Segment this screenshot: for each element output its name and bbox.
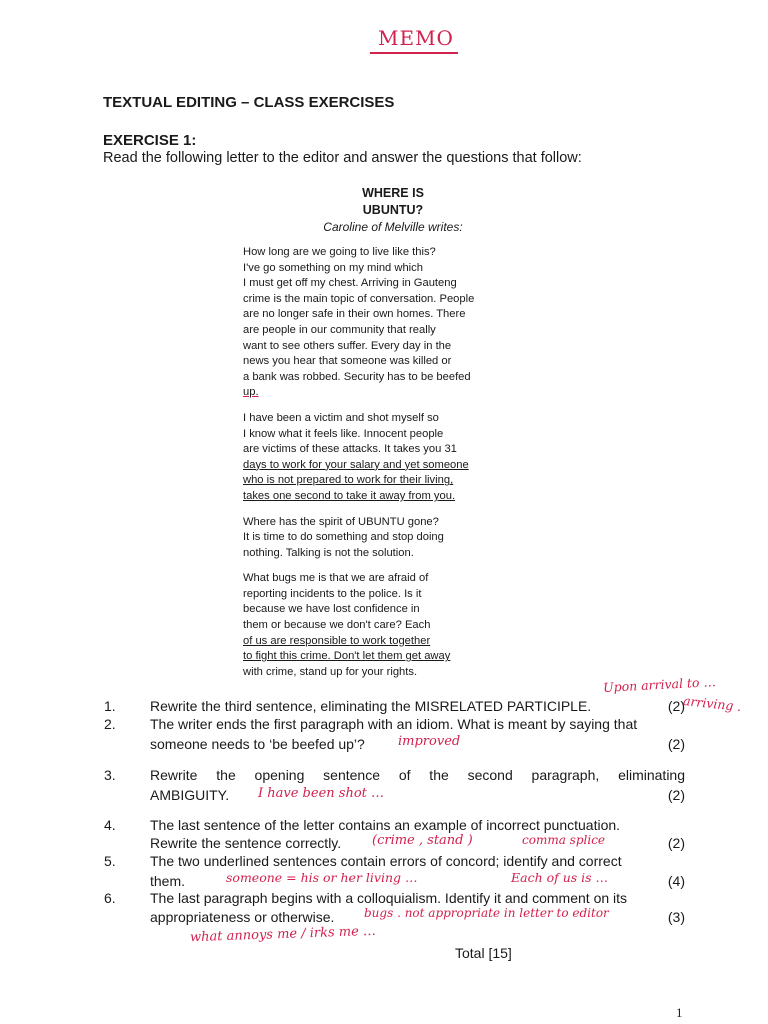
- exercise-label: EXERCISE 1:: [103, 132, 197, 149]
- question-text: The writer ends the first paragraph with an idiom. What is meant by saying that: [150, 716, 638, 732]
- handwritten-answer-q2: improved: [398, 734, 461, 749]
- handwritten-answer-q3: I have been shot …: [258, 786, 385, 801]
- letter-line: up.: [243, 386, 259, 399]
- letter-line-underlined: who is not prepared to work for their living,: [243, 474, 454, 487]
- letter-paragraph-2: [243, 411, 543, 505]
- letter-paragraph-1: [243, 245, 543, 401]
- question-text: The two underlined sentences contain errors of concord; identify and correct: [150, 853, 622, 869]
- letter-to-editor: [243, 185, 543, 680]
- letter-paragraph-4: [243, 571, 543, 680]
- letter-line: are no longer safe in their own homes. There: [243, 308, 466, 321]
- letter-line: news you hear that someone was killed or: [243, 355, 452, 368]
- question-text: AMBIGUITY.: [150, 787, 230, 803]
- page-title: TEXTUAL EDITING – CLASS EXERCISES: [103, 94, 395, 111]
- question-number: 5.: [104, 853, 116, 869]
- letter-line: It is time to do something and stop doing: [243, 531, 444, 544]
- question-marks: (3): [667, 909, 685, 925]
- question-text: appropriateness or otherwise.: [150, 909, 335, 925]
- handwritten-answer-q6-b: what annoys me / irks me …: [189, 923, 377, 946]
- handwritten-answer-q5-b: Each of us is …: [511, 870, 609, 885]
- handwritten-answer-q4-a: (crime , stand ): [372, 833, 473, 848]
- letter-line: them or because we don't care? Each: [243, 619, 431, 632]
- question-1-line-1: [150, 696, 685, 716]
- question-text: them.: [150, 873, 186, 889]
- handwritten-answer-q1-b: arriving .: [682, 692, 743, 715]
- handwritten-answer-q4-b: comma splice: [522, 833, 606, 847]
- letter-title-line-2: UBUNTU?: [362, 203, 424, 217]
- memo-label: MEMO: [370, 26, 458, 54]
- letter-title-line-1: WHERE IS: [362, 186, 424, 200]
- page-number: 1: [676, 1005, 683, 1020]
- question-text: The last paragraph begins with a colloquialism. Identify it and comment on its: [150, 890, 628, 906]
- question-text: Rewrite the third sentence, eliminating the MISRELATED PARTICIPLE.: [150, 698, 592, 714]
- letter-line: I must get off my chest. Arriving in Gauteng: [243, 277, 457, 290]
- letter-line: because we have lost confidence in: [243, 603, 420, 616]
- letter-line-underlined: days to work for your salary and yet someone: [243, 458, 469, 471]
- letter-line: How long are we going to live like this?: [243, 246, 436, 258]
- question-marks: (2): [667, 835, 685, 851]
- letter-paragraph-3: [243, 515, 543, 562]
- letter-line: are victims of these attacks. It takes you 31: [243, 443, 457, 456]
- letter-line-underlined: takes one second to take it away from you.: [243, 489, 456, 502]
- question-text: The last sentence of the letter contains an example of incorrect punctuation.: [150, 817, 621, 833]
- exercise-instruction: Read the following letter to the editor and answer the questions that follow:: [103, 150, 582, 166]
- letter-line: reporting incidents to the police. Is it: [243, 587, 422, 600]
- letter-line: a bank was robbed. Security has to be beefed: [243, 370, 471, 383]
- letter-line: with crime, stand up for your rights.: [243, 665, 418, 678]
- letter-line: nothing. Talking is not the solution.: [243, 546, 414, 559]
- letter-line: crime is the main topic of conversation. People: [243, 292, 475, 305]
- letter-line: I've go something on my mind which: [243, 261, 423, 274]
- total-marks: Total [15]: [455, 945, 512, 961]
- handwritten-answer-q5-a: someone = his or her living …: [226, 870, 418, 885]
- handwritten-answer-q1-a: Upon arrival to …: [602, 674, 717, 695]
- question-marks: (2): [667, 736, 685, 752]
- question-text: Rewrite the sentence correctly.: [150, 835, 342, 851]
- question-marks: (2): [667, 698, 685, 714]
- question-marks: (4): [667, 873, 685, 889]
- question-text: someone needs to ‘be beefed up’?: [150, 736, 365, 752]
- question-text: Rewrite the opening sentence of the second paragraph, eliminating: [150, 767, 685, 783]
- letter-line: What bugs me is that we are afraid of: [243, 572, 429, 585]
- question-marks: (2): [667, 787, 685, 803]
- handwritten-answer-q6-a: bugs . not appropriate in letter to editor: [364, 906, 609, 920]
- question-number: 4.: [104, 817, 116, 833]
- question-number: 1.: [104, 698, 116, 714]
- question-number: 6.: [104, 890, 116, 906]
- question-3-line-2: [150, 785, 685, 805]
- letter-line-underlined: to fight this crime. Don't let them get away: [243, 650, 451, 663]
- letter-byline: Caroline of Melville writes:: [323, 220, 463, 234]
- letter-line: are people in our community that really: [243, 323, 436, 336]
- question-number: 2.: [104, 716, 116, 732]
- question-number: 3.: [104, 767, 116, 783]
- letter-line: Where has the spirit of UBUNTU gone?: [243, 515, 439, 528]
- letter-line-underlined: of us are responsible to work together: [243, 634, 431, 647]
- letter-line: I have been a victim and shot myself so: [243, 411, 439, 424]
- letter-line: want to see others suffer. Every day in the: [243, 339, 452, 352]
- letter-line: I know what it feels like. Innocent people: [243, 427, 444, 440]
